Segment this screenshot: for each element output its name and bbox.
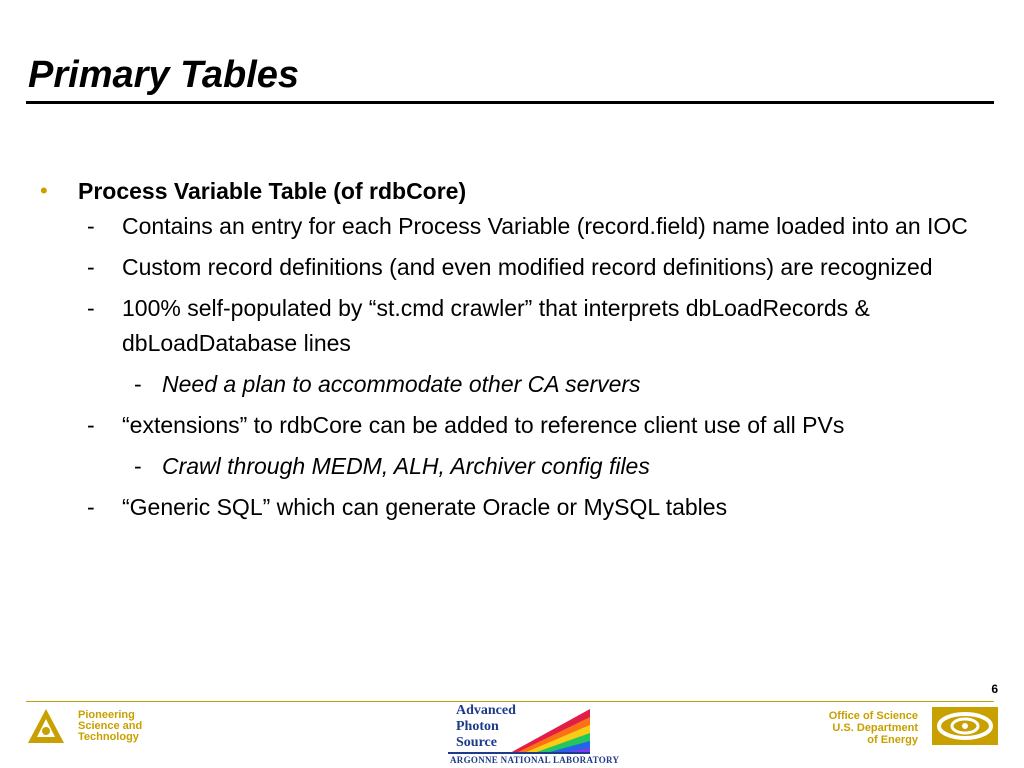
footer-tagline-line: Technology <box>78 731 139 743</box>
bullet-dot-icon: • <box>40 178 48 203</box>
dash-marker: - <box>87 412 95 438</box>
doe-label-line: U.S. Department <box>832 722 918 734</box>
slide-title: Primary Tables <box>28 54 300 96</box>
footer-tagline <box>78 710 142 743</box>
doe-label-line: of Energy <box>867 734 918 746</box>
sub-item-text: Need a plan to accommodate other CA servers <box>162 371 641 397</box>
sub-item-text: 100% self-populated by “st.cmd crawler” that interprets dbLoadRecords & dbLoadDatabase lines <box>122 295 870 356</box>
sub-item-text: “extensions” to rdbCore can be added to reference client use of all PVs <box>122 412 845 438</box>
bullet-item <box>0 175 1024 209</box>
sub-item-list <box>0 209 1024 525</box>
aps-name-line: Advanced <box>456 703 516 718</box>
doe-logo-icon <box>932 707 998 745</box>
aps-name-line: Photon <box>456 719 499 734</box>
nested-sub-item <box>134 367 962 402</box>
sub-item-text: “Generic SQL” which can generate Oracle or MySQL tables <box>122 494 728 520</box>
nested-sub-item <box>134 449 962 484</box>
sub-item <box>87 250 972 285</box>
footer-tagline-line: Pioneering <box>78 709 135 721</box>
sub-item-text: Custom record definitions (and even modified record definitions) are recognized <box>122 254 933 280</box>
dash-marker: - <box>87 254 95 280</box>
dash-marker: - <box>134 453 142 479</box>
bullet-heading: Process Variable Table (of rdbCore) <box>78 178 467 204</box>
slide-body <box>0 175 1024 531</box>
dash-marker: - <box>87 213 95 239</box>
sub-item <box>87 490 972 525</box>
sub-item-text: Contains an entry for each Process Variable (record.field) name loaded into an IOC <box>122 213 968 239</box>
dash-marker: - <box>87 494 95 520</box>
sub-item-text: Crawl through MEDM, ALH, Archiver config files <box>162 453 650 479</box>
doe-label-line: Office of Science <box>828 710 918 722</box>
aps-name-line: Source <box>456 735 497 750</box>
footer-tagline-line: Science and <box>78 720 143 732</box>
aps-name <box>456 703 516 751</box>
aps-logo <box>446 703 620 765</box>
argonne-logo-icon <box>26 707 66 745</box>
sub-item <box>87 291 972 361</box>
aps-lab-name: ARGONNE NATIONAL LABORATORY <box>450 755 620 765</box>
dash-marker: - <box>134 371 142 397</box>
sub-item <box>87 408 972 443</box>
footer-divider <box>26 701 994 702</box>
sub-item <box>87 209 972 244</box>
doe-label <box>829 710 918 746</box>
dash-marker: - <box>87 295 95 321</box>
title-underline <box>26 101 994 104</box>
page-number: 6 <box>991 682 998 696</box>
